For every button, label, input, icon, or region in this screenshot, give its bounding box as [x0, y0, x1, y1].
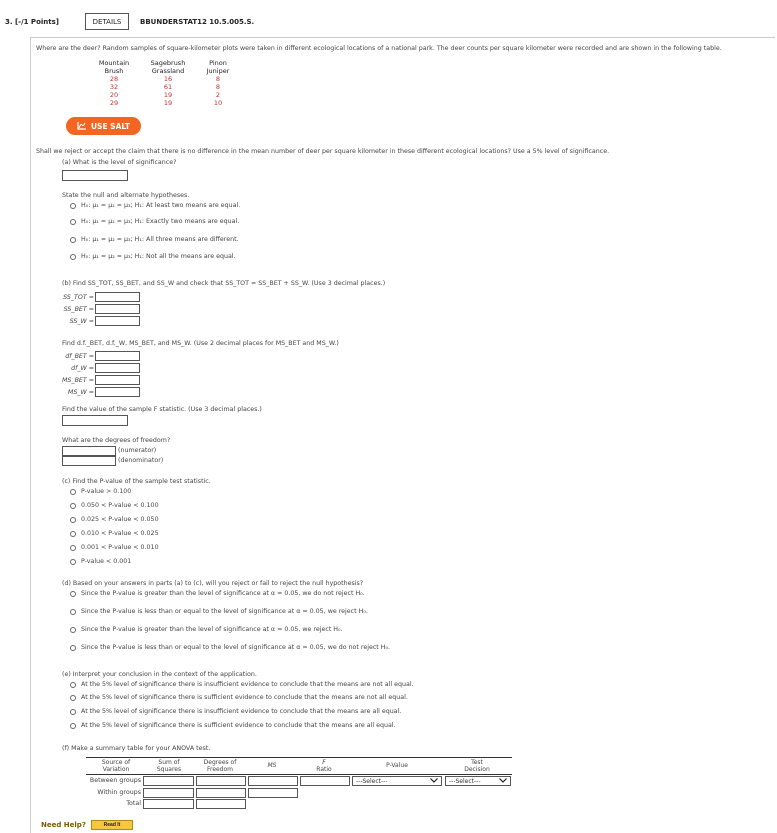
ms-w-label: MS_W = — [67, 389, 94, 396]
significance-input[interactable] — [62, 170, 128, 181]
column-header-line1: Pinon — [209, 59, 227, 67]
data-cell: 10 — [213, 99, 223, 107]
question-number: 3. [-/1 Points] — [5, 18, 59, 26]
option-label: H₀: μ₁ = μ₂ = μ₃; H₁: All three means are different. — [81, 236, 239, 243]
header-text: Sum of — [158, 759, 180, 766]
header-text: Source of — [101, 759, 131, 766]
salt-chart-icon — [77, 121, 87, 132]
chevron-down-icon — [430, 778, 438, 785]
f-statistic-input[interactable] — [62, 415, 128, 426]
header-text: Decision — [464, 766, 490, 773]
radio-button[interactable] — [70, 517, 76, 523]
hypotheses-prompt: State the null and alternate hypotheses. — [62, 192, 190, 199]
option-label: Since the P-value is less than or equal to the level of significance at α = 0.05, we reject H₀. — [81, 608, 368, 615]
header-text: F — [322, 759, 326, 766]
df-within-input[interactable] — [196, 788, 246, 798]
data-cell: 19 — [163, 91, 173, 99]
option-label: 0.025 < P-value < 0.050 — [81, 516, 159, 523]
part-f-question: (f) Make a summary table for your ANOVA test. — [62, 745, 211, 752]
df-between-input[interactable] — [196, 776, 246, 786]
option-label: H₀: μ₁ = μ₂ = μ₃; H₁: At least two means are equal. — [81, 202, 241, 209]
interpretation-option[interactable] — [70, 722, 396, 729]
ss-bet-input[interactable] — [95, 304, 140, 314]
radio-button[interactable] — [70, 609, 76, 615]
ms-within-input[interactable] — [248, 788, 298, 798]
header-text: Freedom — [206, 766, 234, 773]
data-column-pinon-juniper — [198, 59, 238, 107]
decision-option[interactable] — [70, 626, 343, 633]
data-cell: 19 — [163, 99, 173, 107]
f-statistic-prompt: Find the value of the sample F statistic. (Use 3 decimal places.) — [62, 406, 262, 413]
intro-text: Where are the deer? Random samples of square-kilometer plots were taken in different ecological locations of a national park. The deer counts per square kilometer were recorded and are shown in the following table. — [36, 45, 722, 52]
need-help-label: Need Help? — [41, 821, 86, 829]
numerator-input[interactable] — [62, 446, 116, 456]
problem-code: BBUNDERSTAT12 10.5.005.S. — [140, 18, 255, 26]
radio-button[interactable] — [70, 591, 76, 597]
radio-button[interactable] — [70, 695, 76, 701]
chevron-down-icon — [499, 778, 507, 785]
pvalue-option[interactable] — [70, 516, 159, 523]
test-decision-select[interactable] — [445, 776, 511, 786]
header-f — [300, 759, 348, 773]
radio-button[interactable] — [70, 503, 76, 509]
dof-prompt: What are the degrees of freedom? — [62, 437, 171, 444]
table-top-rule — [86, 757, 512, 758]
header-dof — [196, 759, 244, 773]
header-text: Ratio — [316, 766, 332, 773]
df-total-input[interactable] — [196, 799, 246, 809]
header-ms: MS — [267, 762, 277, 769]
pvalue-option[interactable] — [70, 502, 159, 509]
hypothesis-option[interactable] — [70, 202, 240, 209]
ms-w-input[interactable] — [95, 387, 140, 397]
ss-within-input[interactable] — [143, 788, 194, 798]
header-text: Variation — [102, 766, 130, 773]
data-cell: 61 — [163, 83, 173, 91]
data-cell: 8 — [215, 83, 221, 91]
df-w-input[interactable] — [95, 363, 140, 373]
data-cell: 20 — [109, 91, 119, 99]
header-text: Squares — [156, 766, 182, 773]
ss-tot-label: SS_TOT = — [63, 294, 94, 301]
option-label: H₀: μ₁ = μ₂ = μ₃; H₁: Exactly two means are equal. — [81, 218, 240, 225]
option-label: At the 5% level of significance there is sufficient evidence to conclude that the means are all equal. — [81, 722, 396, 729]
df-prompt: Find d.f._BET, d.f._W, MS_BET, and MS_W. (Use 2 decimal places for MS_BET and MS_W.) — [62, 340, 339, 347]
radio-button[interactable] — [70, 531, 76, 537]
option-label: At the 5% level of significance there is insufficient evidence to conclude that the means are all equal. — [81, 708, 402, 715]
table-header-rule — [86, 774, 512, 775]
column-header-line2: Brush — [104, 67, 124, 75]
df-w-label: df_W = — [71, 365, 94, 372]
part-a-question: (a) What is the level of significance? — [62, 159, 177, 166]
header-text: Degrees of — [203, 759, 237, 766]
use-salt-label: USE SALT — [90, 121, 131, 131]
ss-total-input[interactable] — [143, 799, 194, 809]
data-cell: 28 — [109, 75, 119, 83]
radio-button[interactable] — [70, 682, 76, 688]
ms-bet-input[interactable] — [95, 375, 140, 385]
header-source — [92, 759, 140, 773]
data-column-mountain-brush — [92, 59, 136, 107]
ss-tot-input[interactable] — [95, 292, 140, 302]
part-c-question: (c) Find the P-value of the sample test statistic. — [62, 478, 211, 485]
option-label: 0.001 < P-value < 0.010 — [81, 544, 159, 551]
f-ratio-input[interactable] — [300, 776, 350, 786]
option-label: Since the P-value is greater than the level of significance at α = 0.05, we do not reject H₀. — [81, 590, 365, 597]
row-label-total: Total — [126, 800, 141, 807]
row-label-within: Within groups — [97, 789, 141, 796]
read-it-button[interactable]: Read It — [91, 820, 133, 830]
radio-button[interactable] — [70, 203, 76, 209]
df-bet-input[interactable] — [95, 351, 140, 361]
hypothesis-option[interactable] — [70, 236, 239, 243]
header-p: P-Value — [386, 762, 408, 769]
header-text: Test — [471, 759, 483, 766]
column-header-line2: Grassland — [151, 67, 185, 75]
radio-button[interactable] — [70, 645, 76, 651]
interpretation-option[interactable] — [70, 708, 401, 715]
option-label: 0.010 < P-value < 0.025 — [81, 530, 159, 537]
pvalue-option[interactable] — [70, 544, 159, 551]
numerator-label: (numerator) — [118, 447, 157, 454]
radio-button[interactable] — [70, 489, 76, 495]
option-label: Since the P-value is less than or equal to the level of significance at α = 0.05, we do not reject H₀. — [81, 644, 391, 651]
radio-button[interactable] — [70, 559, 76, 565]
data-column-sagebrush-grassland — [146, 59, 190, 107]
column-header-line1: Mountain — [98, 59, 130, 67]
header-ss — [145, 759, 193, 773]
interpretation-option[interactable] — [70, 694, 408, 701]
decision-option[interactable] — [70, 590, 365, 597]
data-cell: 32 — [109, 83, 119, 91]
pvalue-option[interactable] — [70, 558, 131, 565]
df-bet-label: df_BET = — [65, 353, 94, 360]
ss-w-label: SS_W = — [69, 318, 94, 325]
option-label: P-value < 0.001 — [81, 558, 132, 565]
option-label: P-value > 0.100 — [81, 488, 132, 495]
pvalue-option[interactable] — [70, 530, 159, 537]
data-cell: 16 — [163, 75, 173, 83]
pvalue-option[interactable] — [70, 488, 131, 495]
pvalue-select[interactable] — [352, 776, 442, 786]
use-salt-button[interactable] — [66, 117, 141, 135]
option-label: H₀: μ₁ = μ₂ = μ₃; H₁: Not all the means are equal. — [81, 253, 236, 260]
data-cell: 8 — [215, 75, 221, 83]
part-b-question: (b) Find SS_TOT, SS_BET, and SS_W and check that SS_TOT = SS_BET + SS_W. (Use 3 decimal places.) — [62, 280, 386, 287]
option-label: Since the P-value is greater than the level of significance at α = 0.05, we reject H₀. — [81, 626, 343, 633]
column-header-line2: Juniper — [206, 67, 230, 75]
part-d-question: (d) Based on your answers in parts (a) to (c), will you reject or fail to reject the null hypothesis? — [62, 580, 364, 587]
header-decision — [445, 759, 509, 773]
radio-button[interactable] — [70, 627, 76, 633]
data-cell: 2 — [215, 91, 221, 99]
option-label: At the 5% level of significance there is insufficient evidence to conclude that the means are not all equal. — [81, 681, 414, 688]
radio-button[interactable] — [70, 545, 76, 551]
ms-bet-label: MS_BET = — [62, 377, 95, 384]
part-e-question: (e) Interpret your conclusion in the context of the application. — [62, 671, 257, 678]
data-cell: 29 — [109, 99, 119, 107]
select-value: ---Select--- — [449, 777, 481, 785]
ss-between-input[interactable] — [143, 776, 194, 786]
ss-w-input[interactable] — [95, 316, 140, 326]
decision-option[interactable] — [70, 644, 390, 651]
row-label-between: Between groups — [89, 777, 141, 784]
ms-between-input[interactable] — [248, 776, 298, 786]
hypothesis-option[interactable] — [70, 253, 236, 260]
decision-option[interactable] — [70, 608, 368, 615]
radio-button[interactable] — [70, 237, 76, 243]
option-label: At the 5% level of significance there is sufficient evidence to conclude that the means are not all equal. — [81, 694, 408, 701]
column-header-line1: Sagebrush — [150, 59, 186, 67]
denominator-input[interactable] — [62, 456, 116, 466]
radio-button[interactable] — [70, 723, 76, 729]
radio-button[interactable] — [70, 254, 76, 260]
option-label: 0.050 < P-value < 0.100 — [81, 502, 159, 509]
details-button[interactable]: DETAILS — [85, 13, 129, 30]
hypothesis-option[interactable] — [70, 218, 239, 225]
interpretation-option[interactable] — [70, 681, 414, 688]
ss-bet-label: SS_BET = — [63, 306, 94, 313]
select-value: ---Select--- — [356, 777, 388, 785]
denominator-label: (denominator) — [118, 457, 164, 464]
radio-button[interactable] — [70, 709, 76, 715]
claim-text: Shall we reject or accept the claim that there is no difference in the mean number of deer per square kilometer in these different ecological locations? Use a 5% level of significance. — [36, 148, 610, 155]
radio-button[interactable] — [70, 219, 76, 225]
